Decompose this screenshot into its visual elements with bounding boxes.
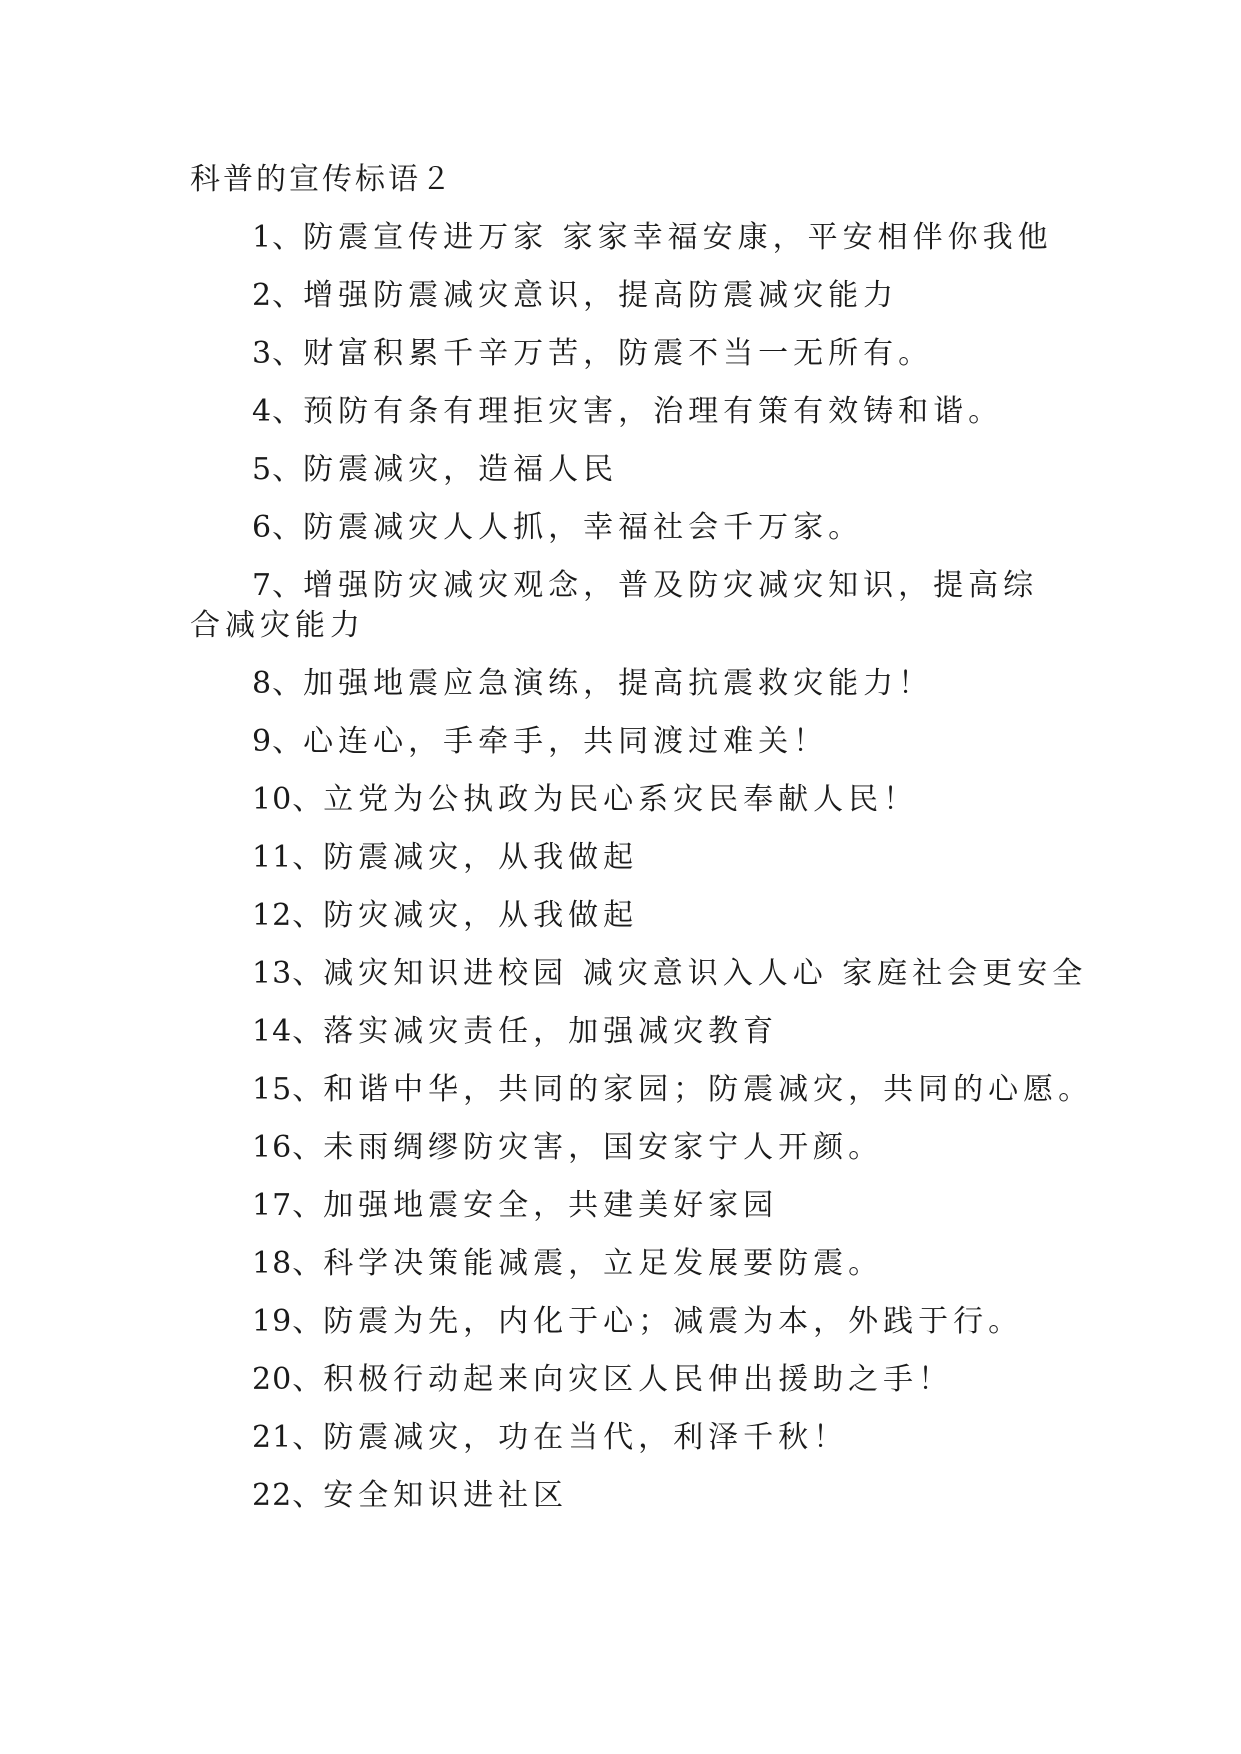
item-number: 9	[252, 724, 273, 759]
item-separator: 、	[272, 666, 304, 701]
list-item	[190, 1186, 1070, 1226]
item-text: 增强防灾减灾观念，普及防灾减灾知识，提高综合减灾能力	[190, 568, 1039, 643]
item-text: 减灾知识进校园 减灾意识入人心 家庭社会更安全	[323, 956, 1088, 991]
list-item	[190, 392, 1070, 432]
document-title: 科普的宣传标语２	[190, 162, 454, 197]
item-text: 积极行动起来向灾区人民伸出援助之手！	[323, 1362, 954, 1397]
item-separator: 、	[292, 782, 324, 817]
item-text: 防震减灾，造福人民	[303, 452, 619, 487]
list-item	[190, 1012, 1070, 1052]
item-separator: 、	[292, 956, 324, 991]
item-separator: 、	[272, 220, 304, 255]
slogan-list	[190, 218, 1094, 1534]
item-number: 13	[252, 956, 293, 991]
item-number: 1	[252, 220, 273, 255]
item-number: 5	[252, 452, 273, 487]
item-number: 6	[252, 510, 273, 545]
list-item	[190, 1360, 1070, 1400]
item-number: 18	[252, 1246, 293, 1281]
item-separator: 、	[292, 1014, 324, 1049]
item-text: 和谐中华，共同的家园；防震减灾，共同的心愿。	[323, 1072, 1094, 1107]
list-item	[190, 1244, 1070, 1284]
item-text: 落实减灾责任，加强减灾教育	[323, 1014, 779, 1049]
item-text: 预防有条有理拒灾害，治理有策有效铸和谐。	[303, 394, 1004, 429]
item-text: 防震减灾，从我做起	[323, 840, 639, 875]
item-text: 未雨绸缪防灾害，国安家宁人开颜。	[323, 1130, 884, 1165]
item-text: 防震减灾，功在当代，利泽千秋！	[323, 1420, 849, 1455]
item-text: 财富积累千辛万苦，防震不当一无所有。	[303, 336, 934, 371]
item-number: 15	[252, 1072, 293, 1107]
item-number: 11	[252, 840, 293, 875]
item-separator: 、	[292, 1304, 324, 1339]
list-item	[190, 566, 1070, 646]
list-item	[190, 1302, 1070, 1342]
item-separator: 、	[272, 568, 304, 603]
item-separator: 、	[292, 1246, 324, 1281]
list-item	[190, 1418, 1070, 1458]
list-item	[190, 780, 1070, 820]
item-number: 3	[252, 336, 273, 371]
list-item	[190, 508, 1070, 548]
list-item	[190, 276, 1070, 316]
item-number: 22	[252, 1478, 293, 1513]
item-separator: 、	[272, 452, 304, 487]
item-number: 8	[252, 666, 273, 701]
item-number: 17	[252, 1188, 293, 1223]
item-separator: 、	[272, 278, 304, 313]
list-item	[190, 838, 1070, 878]
list-item	[190, 722, 1070, 762]
list-item	[190, 1070, 1094, 1110]
item-separator: 、	[292, 1362, 324, 1397]
item-number: 21	[252, 1420, 293, 1455]
list-item	[190, 664, 1070, 704]
item-number: 20	[252, 1362, 293, 1397]
list-item	[190, 334, 1070, 374]
item-separator: 、	[272, 510, 304, 545]
list-item	[190, 1476, 1070, 1516]
item-separator: 、	[292, 1130, 324, 1165]
item-number: 16	[252, 1130, 293, 1165]
item-number: 12	[252, 898, 293, 933]
item-separator: 、	[292, 1072, 324, 1107]
item-separator: 、	[272, 724, 304, 759]
list-item	[190, 896, 1070, 936]
list-item	[190, 450, 1070, 490]
item-number: 4	[252, 394, 273, 429]
item-separator: 、	[292, 1188, 324, 1223]
item-separator: 、	[292, 898, 324, 933]
item-number: 19	[252, 1304, 293, 1339]
item-number: 7	[252, 568, 273, 603]
item-separator: 、	[292, 1420, 324, 1455]
item-text: 防震为先，内化于心；减震为本，外践于行。	[323, 1304, 1024, 1339]
item-separator: 、	[292, 840, 324, 875]
item-text: 安全知识进社区	[323, 1478, 569, 1513]
item-text: 心连心，手牵手，共同渡过难关！	[303, 724, 829, 759]
item-text: 防灾减灾，从我做起	[323, 898, 639, 933]
item-text: 加强地震安全，共建美好家园	[323, 1188, 779, 1223]
item-number: 10	[252, 782, 293, 817]
list-item	[190, 1128, 1070, 1168]
item-text: 防震宣传进万家 家家幸福安康，平安相伴你我他	[303, 220, 1053, 255]
item-text: 立党为公执政为民心系灾民奉献人民！	[323, 782, 919, 817]
item-separator: 、	[292, 1478, 324, 1513]
item-text: 防震减灾人人抓，幸福社会千万家。	[303, 510, 864, 545]
item-separator: 、	[272, 336, 304, 371]
item-text: 增强防震减灾意识，提高防震减灾能力	[303, 278, 899, 313]
item-text: 加强地震应急演练，提高抗震救灾能力！	[303, 666, 934, 701]
item-text: 科学决策能减震，立足发展要防震。	[323, 1246, 884, 1281]
list-item	[190, 954, 1088, 994]
item-number: 2	[252, 278, 273, 313]
item-separator: 、	[272, 394, 304, 429]
list-item	[190, 218, 1070, 258]
item-number: 14	[252, 1014, 293, 1049]
